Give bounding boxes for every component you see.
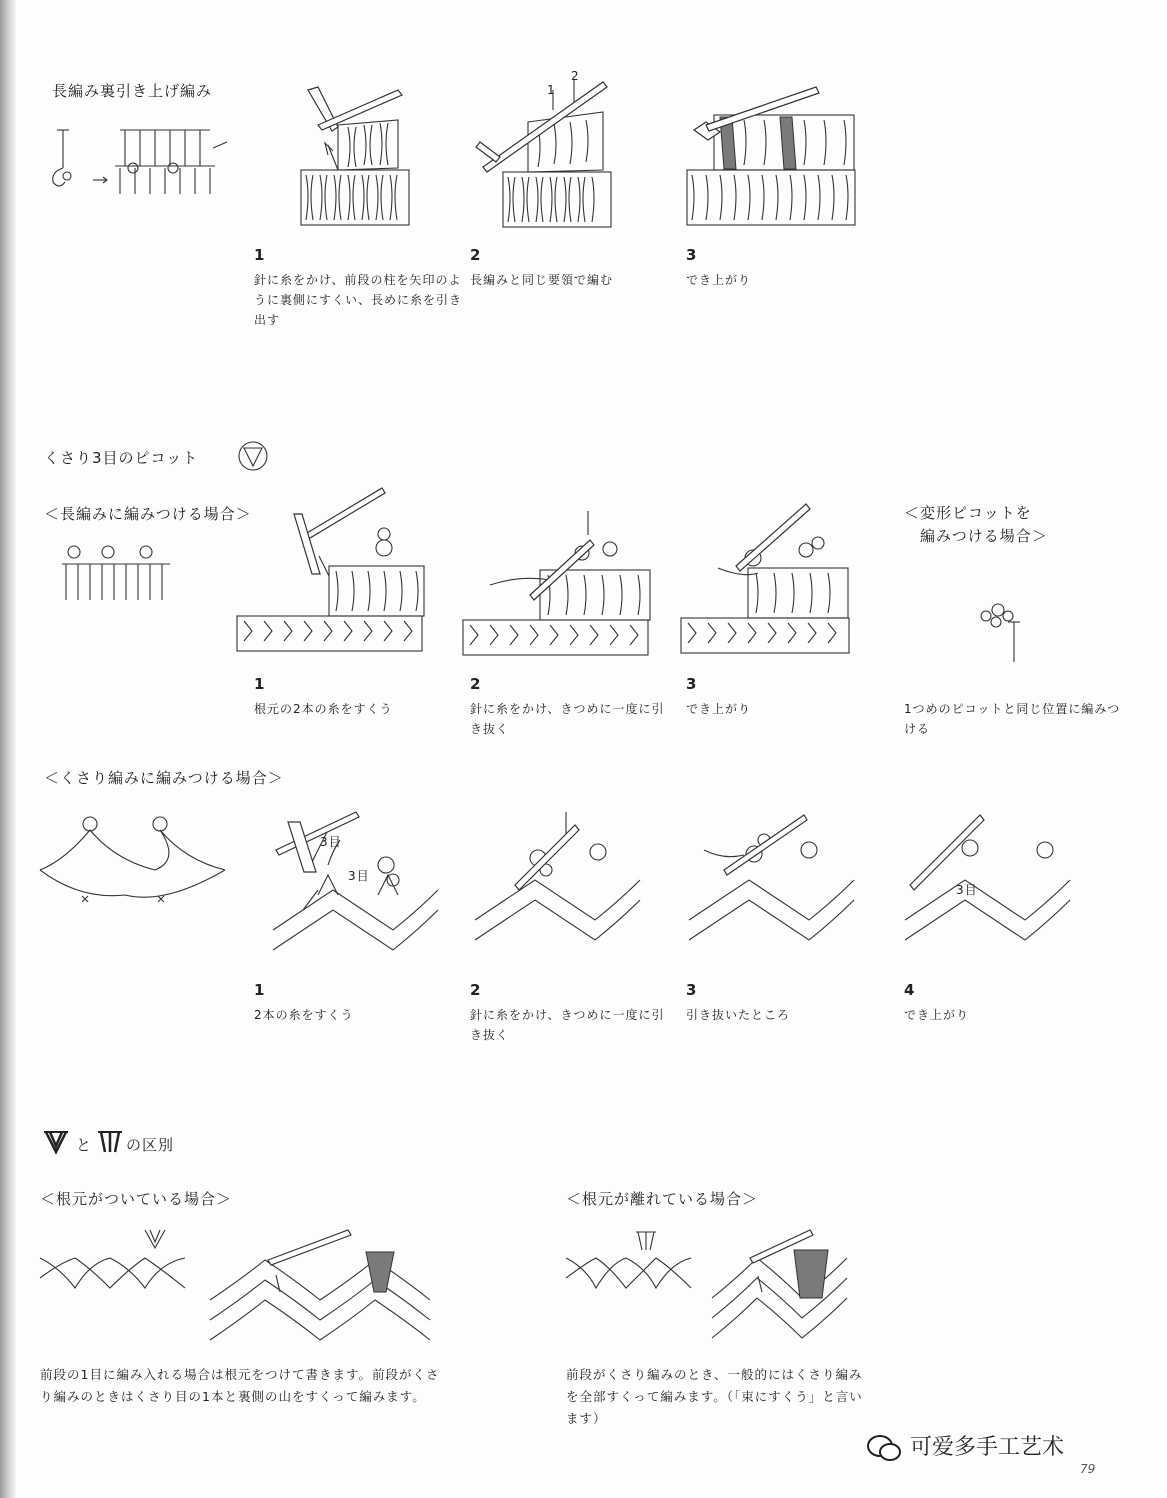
section2b-step2-illustration <box>470 810 645 970</box>
section2-variant-sub-line2: 編みつける場合＞ <box>920 527 1048 545</box>
s2b-step4-num: 4 <box>904 981 915 999</box>
picot-symbol-icon <box>236 440 272 474</box>
s2b-step2-caption: 針に糸をかけ、きつめに一度に引き抜く <box>470 1008 665 1042</box>
section2-variant-sub-line1: ＜変形ピコットを <box>904 504 1032 522</box>
joined-base-chart <box>40 1228 190 1308</box>
section3-right-sub: ＜根元が離れている場合＞ <box>566 1190 759 1208</box>
s2-step1-caption: 根元の2本の糸をすくう <box>254 702 393 716</box>
section2b-step1-illustration <box>268 810 443 970</box>
s1-step3-caption: でき上がり <box>686 273 752 287</box>
arrow-label-2: 2 <box>571 69 580 83</box>
section3-title-mid: と <box>76 1136 93 1154</box>
s2b-step2-num: 2 <box>470 981 481 999</box>
section2-step2-illustration <box>460 505 660 660</box>
s2-step2-num: 2 <box>470 675 481 693</box>
joined-base-symbol-icon <box>44 1130 70 1154</box>
variant-caption: 1つめのピコットと同じ位置に編みつける <box>904 702 1121 736</box>
s2b-step3-num: 3 <box>686 981 697 999</box>
separated-base-illustration <box>710 1228 860 1346</box>
arrow-label-1: 1 <box>547 83 556 97</box>
section3-left-sub: ＜根元がついている場合＞ <box>40 1190 233 1208</box>
s2b-step1-caption: 2本の糸をすくう <box>254 1008 354 1022</box>
s1-step1-num: 1 <box>254 246 265 264</box>
s2b-step1-num: 1 <box>254 981 265 999</box>
section3-title-end: の区別 <box>126 1136 175 1154</box>
section2-sub1: ＜長編みに編みつける場合＞ <box>44 505 252 523</box>
variant-picot-symbol <box>976 600 1026 668</box>
section2-title: くさり3目のピコット <box>44 449 199 467</box>
joined-base-illustration <box>208 1230 433 1350</box>
chain-label-3me-2: 3目 <box>348 869 370 883</box>
section2-step3-illustration <box>678 498 853 658</box>
section1-step1-illustration <box>298 85 413 230</box>
section1-symbol-chart <box>45 128 235 198</box>
section3-right-desc: 前段がくさり編みのとき、一般的にはくさり編みを全部すくって編みます。（「束にすくう」と言います） <box>566 1367 863 1426</box>
section3-left-desc: 前段の1目に編み入れる場合は根元をつけて書きます。前段がくさり編みのときはくさり目の1本と裏側の山をすくって編みます。 <box>40 1367 440 1404</box>
section2-sub2: ＜くさり編みに編みつける場合＞ <box>44 769 284 787</box>
picot-chart-symbol <box>58 542 178 604</box>
s1-step2-caption: 長編みと同じ要領で編む <box>470 273 614 287</box>
section2-step1-illustration <box>234 486 429 656</box>
s1-step1-caption: 針に糸をかけ、前段の柱を矢印のように裏側にすくい、長めに糸を引き出す <box>254 273 463 327</box>
section1-step3-illustration <box>684 85 859 230</box>
chain-label-3me-1: 3目 <box>320 835 342 849</box>
separated-base-symbol-icon <box>98 1130 124 1154</box>
s2-step2-caption: 針に糸をかけ、きつめに一度に引き抜く <box>470 702 665 736</box>
section2b-step3-illustration <box>684 810 859 970</box>
page-gutter-shadow <box>0 0 16 1498</box>
wechat-icon <box>866 1434 902 1462</box>
s2-step1-num: 1 <box>254 675 265 693</box>
s2-step3-caption: でき上がり <box>686 702 752 716</box>
s2b-step4-caption: でき上がり <box>904 1008 970 1022</box>
watermark-text: 可爱多手工艺术 <box>910 1435 1065 1460</box>
chain-label-3me-3: 3目 <box>956 883 978 897</box>
s2b-step3-caption: 引き抜いたところ <box>686 1008 791 1022</box>
chain-picot-chart-symbol <box>40 810 230 905</box>
section2b-step4-illustration <box>900 810 1075 970</box>
s2-step3-num: 3 <box>686 675 697 693</box>
s1-step3-num: 3 <box>686 246 697 264</box>
page-number: 79 <box>1080 1462 1096 1476</box>
section1-title: 長編み裏引き上げ編み <box>52 82 213 100</box>
s1-step2-num: 2 <box>470 246 481 264</box>
separated-base-chart <box>566 1228 696 1308</box>
